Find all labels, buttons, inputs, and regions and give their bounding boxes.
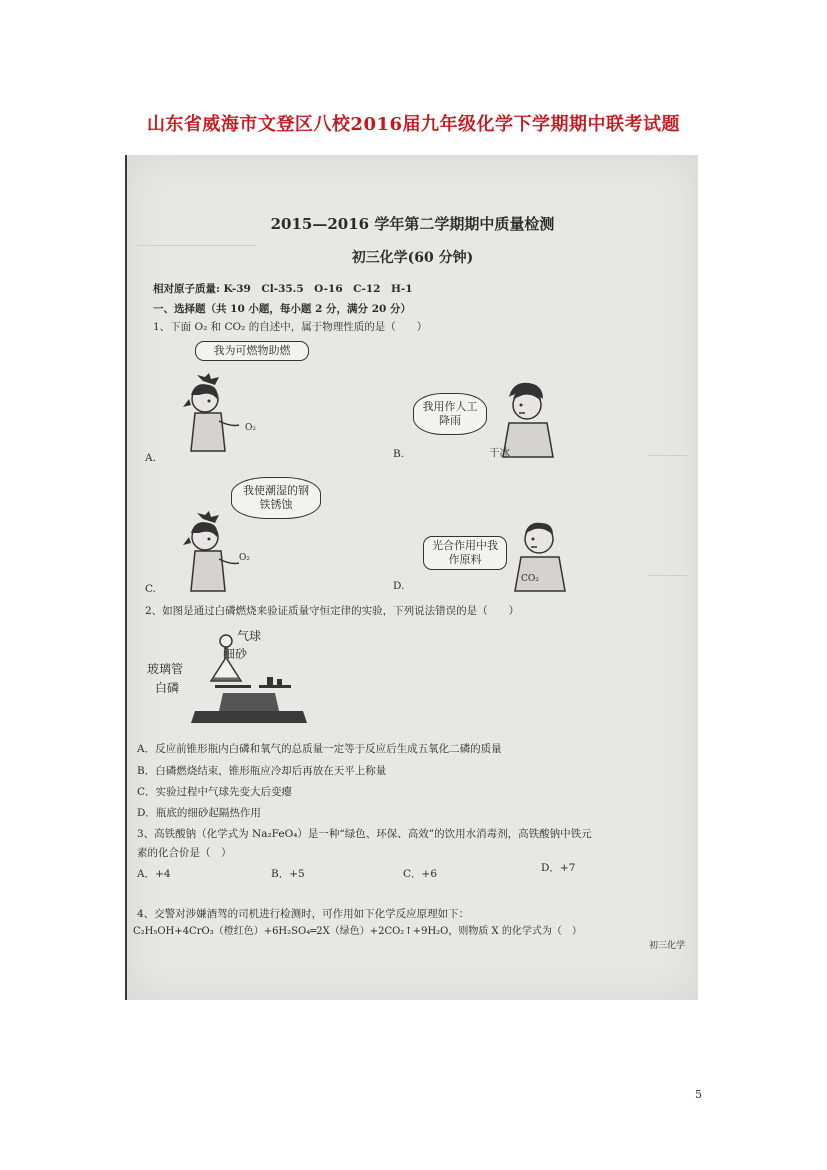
co2-tag-d: CO₂ [521,574,539,584]
dry-ice-tag: 干冰 [489,447,510,459]
q3-option-a: A．+4 [137,868,171,880]
label-white-phosphorus: 白磷 [155,681,180,695]
q2-option-d: D．瓶底的细砂起隔热作用 [137,807,261,819]
option-a-label: A. [145,452,156,464]
exam-subtitle: 初三化学(60 分钟) [351,250,474,266]
section-heading: 一、选择题（共 10 小题，每小题 2 分，满分 20 分） [153,303,411,315]
label-sand: 细砂 [223,647,248,661]
bleed-through-line [647,575,687,576]
q3-option-b: B．+5 [271,868,305,880]
speech-bubble-d: 光合作用中我作原料 [423,536,507,570]
page-number: 5 [695,1088,702,1101]
option-d-label: D. [393,580,405,592]
q4-equation: C₂H₅OH+4CrO₃（橙红色）+6H₂SO₄═2X（绿色）+2CO₂↑+9H₂O，则物质 X 的化学式为（ ） [133,926,582,937]
o2-tag-a: O₂ [245,423,256,433]
exam-title: 2015—2016 学年第二学期期中质量检测 [270,215,555,233]
footer-tag: 初三化学 [649,941,686,951]
q4-stem: 4、交警对涉嫌酒驾的司机进行检测时，可作用如下化学反应原理如下： [137,908,470,920]
balance-apparatus-diagram [189,633,309,725]
q2-option-b: B．白磷燃烧结束，锥形瓶应冷却后再放在天平上称量 [137,765,387,777]
speech-bubble-b: 我用作人工降雨 [413,393,487,435]
bleed-through-line [137,245,257,246]
speech-bubble-c: 我使潮湿的钢铁锈蚀 [231,477,321,519]
q2-option-a: A．反应前锥形瓶内白磷和氧气的总质量一定等于反应后生成五氧化二磷的质量 [137,743,502,755]
q1-stem: 1、下面 O₂ 和 CO₂ 的自述中，属于物理性质的是（ ） [153,321,428,333]
girl-figure-a [175,373,255,458]
boy-figure-d [507,511,577,596]
q3-stem-line2: 素的化合价是（ ） [137,847,232,859]
o2-tag-c: O₂ [239,553,250,563]
atomic-masses: 相对原子质量: K-39 Cl-35.5 O-16 C-12 H-1 [153,283,413,295]
label-balloon: 气球 [237,629,262,643]
q2-stem: 2、如图是通过白磷燃烧来验证质量守恒定律的实验，下列说法错误的是（ ） [145,605,520,617]
q3-option-c: C．+6 [403,868,438,880]
option-b-label: B. [393,448,405,460]
bleed-through-line [647,455,687,456]
option-c-label: C. [145,583,156,595]
q3-option-d: D．+7 [541,862,576,874]
page-title: 山东省威海市文登区八校2016届九年级化学下学期期中联考试题 [146,114,681,135]
q3-stem-line1: 3、高铁酸钠（化学式为 Na₂FeO₄）是一种“绿色、环保、高效”的饮用水消毒剂，高铁酸钠中铁元 [137,828,592,840]
scanned-exam-image [125,155,698,1000]
label-glass-tube: 玻璃管 [147,662,184,676]
speech-bubble-a: 我为可燃物助燃 [195,341,309,361]
q2-option-c: C．实验过程中气球先变大后变瘪 [137,786,293,798]
